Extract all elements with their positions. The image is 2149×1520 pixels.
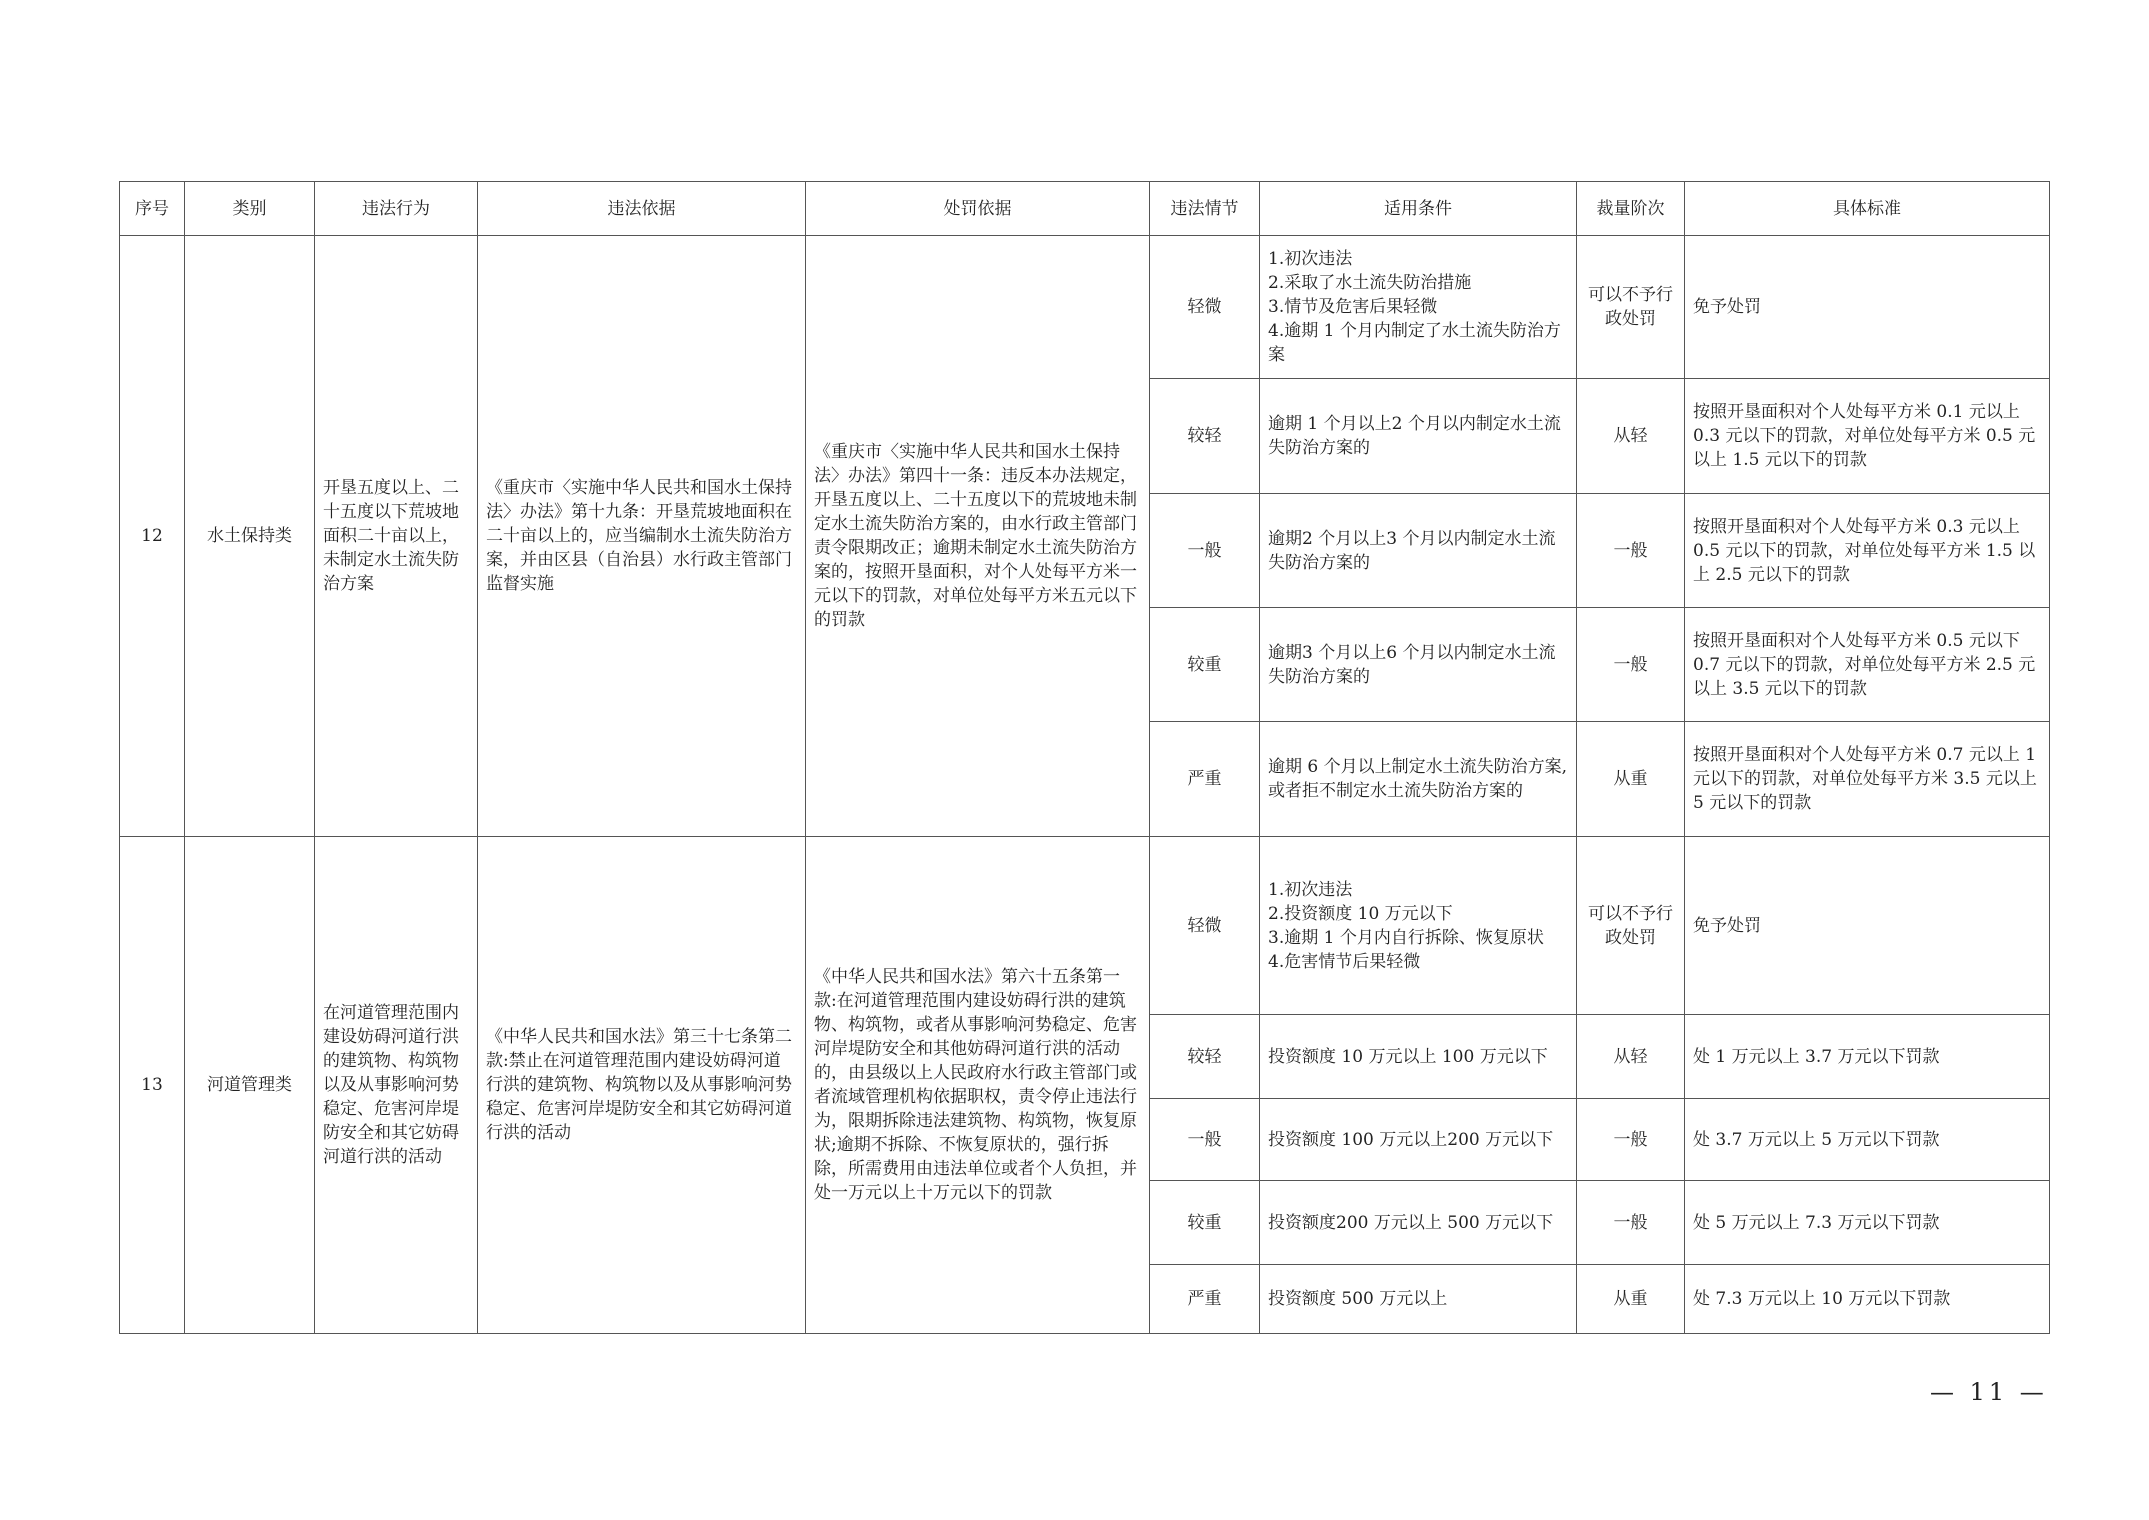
header-row (120, 182, 2050, 236)
level-cell: 较重 (1150, 608, 1260, 722)
standard-cell: 处 3.7 万元以上 5 万元以下罚款 (1685, 1099, 2050, 1181)
level-cell: 轻微 (1150, 236, 1260, 379)
level-cell: 严重 (1150, 722, 1260, 837)
discretion-order-cell: 从轻 (1577, 379, 1685, 494)
discretion-order-cell: 从重 (1577, 1265, 1685, 1334)
condition-cell: 投资额度200 万元以上 500 万元以下 (1260, 1181, 1577, 1265)
discretion-order-cell: 从轻 (1577, 1015, 1685, 1099)
level-cell: 一般 (1150, 1099, 1260, 1181)
level-cell: 较重 (1150, 1181, 1260, 1265)
violation-act-cell: 在河道管理范围内建设妨碍河道行洪的建筑物、构筑物以及从事影响河势稳定、危害河岸堤防安全和其它妨碍河道行洪的活动 (315, 837, 478, 1334)
header-cell: 违法依据 (478, 182, 806, 236)
penalty-basis-cell: 《重庆市〈实施中华人民共和国水土保持法〉办法》第四十一条：违反本办法规定，开垦五度以上、二十五度以下的荒坡地未制定水土流失防治方案的，由水行政主管部门责令限期改正；逾期未制定水土流失防治方案的，按照开垦面积，对个人处每平方米一元以下的罚款，对单位处每平方米五元以下的罚款 (806, 236, 1150, 837)
condition-cell: 投资额度 500 万元以上 (1260, 1265, 1577, 1334)
condition-cell: 投资额度 10 万元以上 100 万元以下 (1260, 1015, 1577, 1099)
violation-basis-cell: 《中华人民共和国水法》第三十七条第二款:禁止在河道管理范围内建设妨碍河道行洪的建筑物、构筑物以及从事影响河势稳定、危害河岸堤防安全和其它妨碍河道行洪的活动 (478, 837, 806, 1334)
level-cell: 较轻 (1150, 1015, 1260, 1099)
level-cell: 严重 (1150, 1265, 1260, 1334)
header-cell: 处罚依据 (806, 182, 1150, 236)
condition-cell: 逾期3 个月以上6 个月以内制定水土流失防治方案的 (1260, 608, 1577, 722)
violation-act-cell: 开垦五度以上、二十五度以下荒坡地面积二十亩以上，未制定水土流失防治方案 (315, 236, 478, 837)
discretion-order-cell: 可以不予行政处罚 (1577, 837, 1685, 1015)
discretion-order-cell: 一般 (1577, 1099, 1685, 1181)
condition-cell: 投资额度 100 万元以上200 万元以下 (1260, 1099, 1577, 1181)
condition-cell: 逾期2 个月以上3 个月以内制定水土流失防治方案的 (1260, 494, 1577, 608)
category-cell: 水土保持类 (185, 236, 315, 837)
condition-cell: 1.初次违法 2.采取了水土流失防治措施 3.情节及危害后果轻微 4.逾期 1 个月内制定了水土流失防治方案 (1260, 236, 1577, 379)
penalty-basis-cell: 《中华人民共和国水法》第六十五条第一款:在河道管理范围内建设妨碍行洪的建筑物、构筑物，或者从事影响河势稳定、危害河岸堤防安全和其他妨碍河道行洪的活动的，由县级以上人民政府水行政主管部门或者流域管理机构依据职权，责令停止违法行为，限期拆除违法建筑物、构筑物，恢复原状;逾期不拆除、不恢复原状的，强行拆除，所需费用由违法单位或者个人负担，并处一万元以上十万元以下的罚款 (806, 837, 1150, 1334)
header-cell: 类别 (185, 182, 315, 236)
page-number: — 11 — (1930, 1378, 2048, 1406)
standard-cell: 按照开垦面积对个人处每平方米 0.1 元以上 0.3 元以下的罚款，对单位处每平方米 0.5 元以上 1.5 元以下的罚款 (1685, 379, 2050, 494)
level-cell: 轻微 (1150, 837, 1260, 1015)
penalty-standards-table (119, 181, 2050, 1334)
discretion-order-cell: 一般 (1577, 608, 1685, 722)
header-cell: 适用条件 (1260, 182, 1577, 236)
table-row (120, 837, 2050, 1015)
condition-cell: 1.初次违法 2.投资额度 10 万元以下 3.逾期 1 个月内自行拆除、恢复原状 4.危害情节后果轻微 (1260, 837, 1577, 1015)
discretion-order-cell: 一般 (1577, 494, 1685, 608)
header-cell: 序号 (120, 182, 185, 236)
discretion-order-cell: 从重 (1577, 722, 1685, 837)
header-cell: 具体标准 (1685, 182, 2050, 236)
serial-no-cell: 12 (120, 236, 185, 837)
standard-cell: 处 1 万元以上 3.7 万元以下罚款 (1685, 1015, 2050, 1099)
standard-cell: 免予处罚 (1685, 236, 2050, 379)
level-cell: 较轻 (1150, 379, 1260, 494)
table-row (120, 236, 2050, 379)
standard-cell: 免予处罚 (1685, 837, 2050, 1015)
header-cell: 裁量阶次 (1577, 182, 1685, 236)
standard-cell: 按照开垦面积对个人处每平方米 0.7 元以上 1 元以下的罚款，对单位处每平方米 3.5 元以上 5 元以下的罚款 (1685, 722, 2050, 837)
category-cell: 河道管理类 (185, 837, 315, 1334)
standard-cell: 处 5 万元以上 7.3 万元以下罚款 (1685, 1181, 2050, 1265)
condition-cell: 逾期 6 个月以上制定水土流失防治方案,或者拒不制定水土流失防治方案的 (1260, 722, 1577, 837)
standard-cell: 按照开垦面积对个人处每平方米 0.3 元以上 0.5 元以下的罚款，对单位处每平方米 1.5 以上 2.5 元以下的罚款 (1685, 494, 2050, 608)
standard-cell: 处 7.3 万元以上 10 万元以下罚款 (1685, 1265, 2050, 1334)
header-cell: 违法情节 (1150, 182, 1260, 236)
header-cell: 违法行为 (315, 182, 478, 236)
discretion-order-cell: 可以不予行政处罚 (1577, 236, 1685, 379)
standard-cell: 按照开垦面积对个人处每平方米 0.5 元以下 0.7 元以下的罚款，对单位处每平方米 2.5 元以上 3.5 元以下的罚款 (1685, 608, 2050, 722)
discretion-order-cell: 一般 (1577, 1181, 1685, 1265)
serial-no-cell: 13 (120, 837, 185, 1334)
violation-basis-cell: 《重庆市〈实施中华人民共和国水土保持法〉办法》第十九条：开垦荒坡地面积在二十亩以上的，应当编制水土流失防治方案，并由区县（自治县）水行政主管部门监督实施 (478, 236, 806, 837)
condition-cell: 逾期 1 个月以上2 个月以内制定水土流失防治方案的 (1260, 379, 1577, 494)
level-cell: 一般 (1150, 494, 1260, 608)
